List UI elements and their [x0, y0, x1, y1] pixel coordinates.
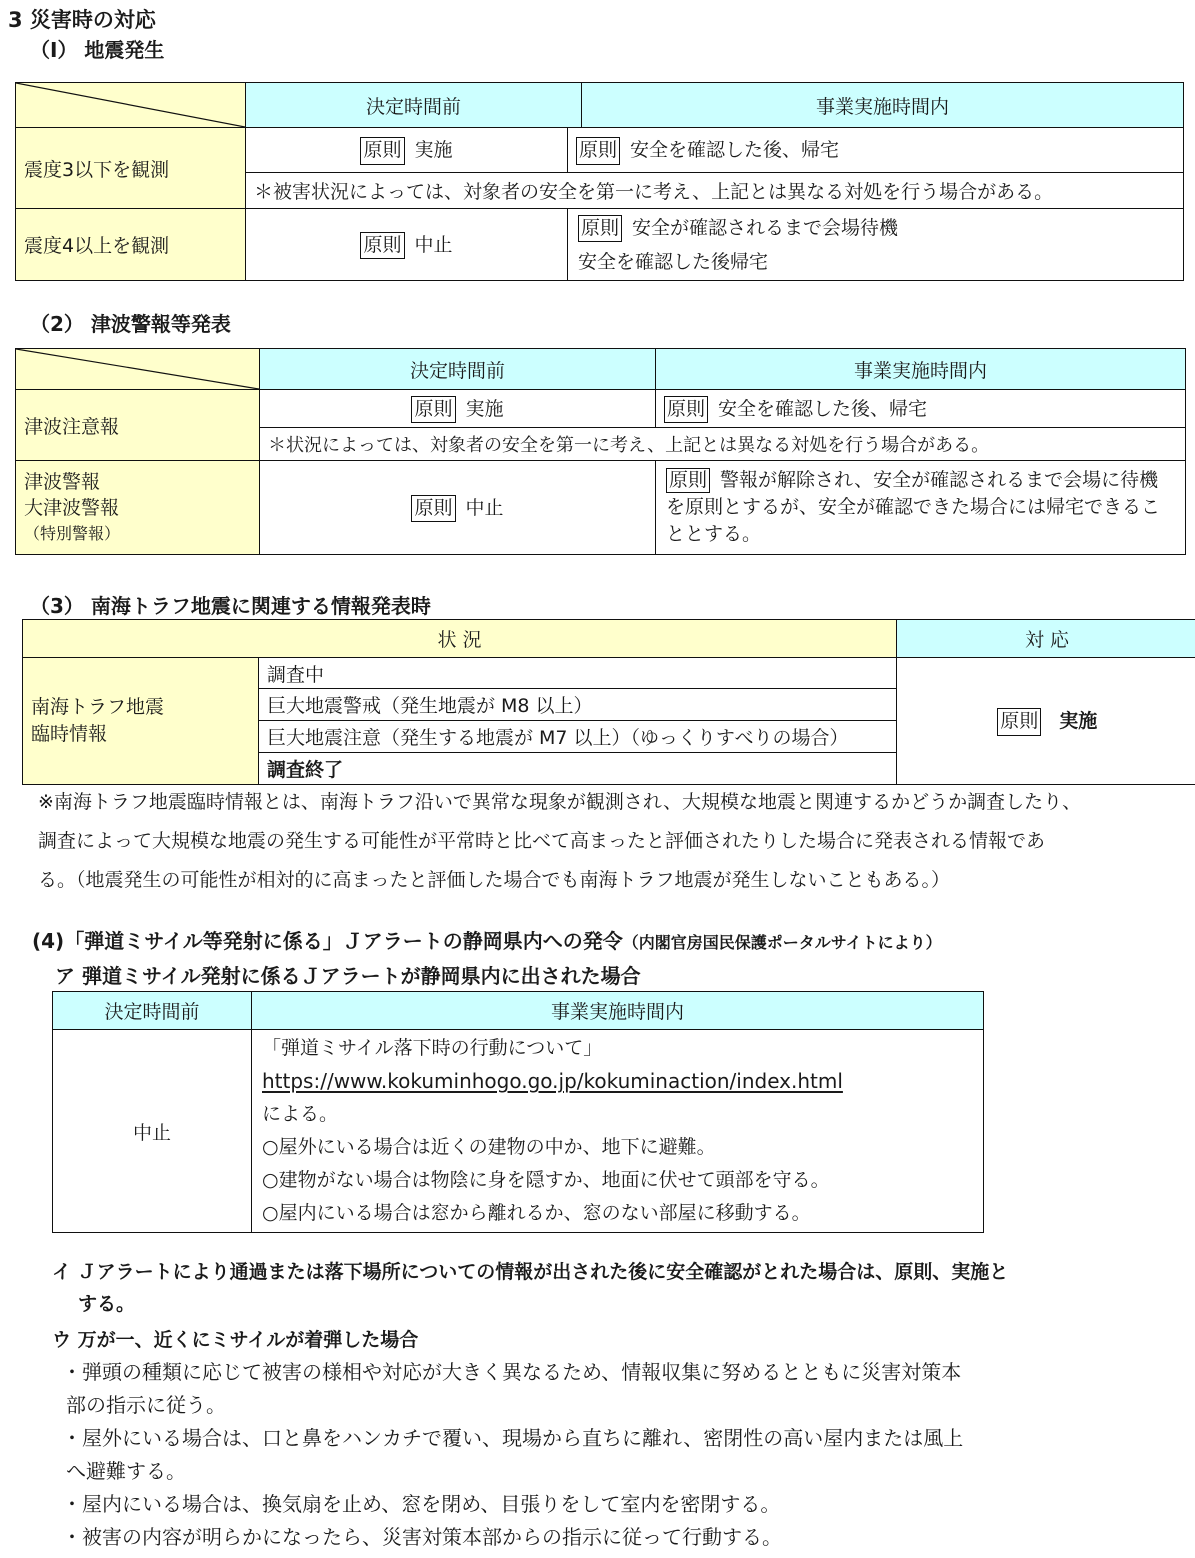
bullet-line: ・被害の内容が明らかになったら、災害対策本部からの指示に従って行動する。	[62, 1525, 782, 1549]
during-value: 安全を確認した後、帰宅	[630, 139, 840, 162]
during-value: 安全を確認した後、帰宅	[718, 397, 928, 420]
column-header-situation: 状 況	[23, 620, 897, 658]
during-cell	[568, 128, 1184, 173]
principle-tag: 原則	[578, 215, 622, 243]
note-line: 調査によって大規模な地震の発生する可能性が平常時と比べて高まったと評価されたりした場合に発表される情報であ	[38, 830, 1046, 852]
row-label: 震度3以下を観測	[16, 128, 246, 209]
row-label: 震度4以上を観測	[16, 209, 246, 281]
column-header-during: 事業実施時間内	[656, 349, 1186, 390]
during-value: 警報が解除され、安全が確認されるまで会場に待機を原則とするが、安全が確認できた場合には帰宅できることとする。	[666, 469, 1161, 545]
principle-tag: 原則	[411, 495, 455, 523]
nankai-heading: （3） 南海トラフ地震に関連する情報発表時	[30, 594, 431, 618]
row-label: 津波注意報	[16, 390, 260, 461]
bullet-line: 部の指示に従う。	[66, 1393, 226, 1417]
principle-tag: 原則	[664, 396, 708, 424]
during-value: 安全が確認されるまで会場待機	[632, 216, 899, 239]
action-item: ○建物がない場合は物陰に身を隠すか、地面に伏せて頭部を守る。	[262, 1169, 830, 1191]
before-value: 実施	[465, 397, 504, 420]
before-cell	[246, 209, 568, 281]
principle-tag: 原則	[997, 708, 1041, 736]
bullet-line: ・弾頭の種類に応じて被害の様相や対応が大きく異なるため、情報収集に努めるとともに災害対策本	[62, 1360, 962, 1384]
note-line: ※南海トラフ地震臨時情報とは、南海トラフ沿いで異常な現象が観測され、大規模な地震と関連するかどうか調査したり、	[38, 791, 1082, 813]
action-item: ○屋内にいる場合は窓から離れるか、窓のない部屋に移動する。	[262, 1202, 811, 1224]
jalert-heading-text: (4)「弾道ミサイル等発射に係る」Ｊアラートの静岡県内への発令	[32, 929, 623, 953]
situation-item: 巨大地震警戒（発生地震が M8 以上）	[259, 689, 897, 721]
principle-tag: 原則	[411, 396, 455, 424]
row-label-line1: 南海トラフ地震	[31, 696, 165, 718]
bullet-line: ・屋内にいる場合は、換気扇を止め、窓を閉め、目張りをして室内を密閉する。	[62, 1492, 781, 1516]
principle-tag: 原則	[360, 232, 404, 260]
diagonal-header-cell	[16, 349, 260, 390]
column-header-before: 決定時間前	[53, 992, 252, 1030]
during-value-line2: 安全を確認した後帰宅	[578, 250, 769, 273]
situation-item: 調査中	[259, 658, 897, 689]
bullet-line: へ避難する。	[66, 1459, 186, 1483]
row-label	[16, 461, 260, 555]
principle-tag: 原則	[360, 137, 404, 165]
row-label-line2: 大津波警報	[24, 496, 120, 519]
row-label-line2: 臨時情報	[31, 723, 108, 745]
before-value: 実施	[414, 139, 453, 162]
jalert-bullets	[62, 1356, 963, 1554]
before-value: 中止	[414, 233, 453, 256]
during-cell	[656, 461, 1186, 555]
jalert-sub-u: ウ 万が一、近くにミサイルが着弾した場合	[52, 1329, 419, 1351]
note-cell: ＊状況によっては、対象者の安全を第一に考え、上記とは異なる対処を行う場合がある。	[260, 428, 1186, 461]
tsunami-table	[15, 348, 1186, 555]
earthquake-table	[15, 82, 1184, 281]
during-title: 「弾道ミサイル落下時の行動について」	[262, 1037, 603, 1059]
row-label	[23, 658, 259, 785]
jalert-sub-i	[52, 1256, 1008, 1320]
sub-i-line: イ Ｊアラートにより通過または落下場所についての情報が出された後に安全確認がとれた場合は、原則、実施と	[52, 1261, 1009, 1283]
note-cell: ＊被害状況によっては、対象者の安全を第一に考え、上記とは異なる対処を行う場合がある。	[246, 173, 1184, 209]
situation-item: 調査終了	[259, 753, 897, 785]
during-cell	[656, 390, 1186, 428]
tsunami-heading: （2） 津波警報等発表	[30, 312, 231, 336]
before-cell: 中止	[53, 1030, 252, 1233]
before-cell	[260, 461, 656, 555]
jalert-sub-a: ア 弾道ミサイル発射に係るＪアラートが静岡県内に出された場合	[55, 964, 641, 988]
kokuminhogo-link[interactable]: https://www.kokuminhogo.go.jp/kokuminaction/index.html	[262, 1069, 843, 1093]
during-cell	[568, 209, 1184, 281]
row-label-line3: （特別警報）	[24, 523, 121, 543]
earthquake-heading: （Ⅰ） 地震発生	[30, 38, 165, 62]
response-value: 実施	[1059, 710, 1098, 733]
jalert-table	[52, 991, 984, 1233]
jalert-heading	[32, 925, 942, 954]
principle-tag: 原則	[576, 137, 620, 165]
column-header-during: 事業実施時間内	[252, 992, 984, 1030]
during-cell	[252, 1030, 984, 1233]
column-header-before: 決定時間前	[260, 349, 656, 390]
before-cell	[260, 390, 656, 428]
column-header-response: 対 応	[897, 620, 1195, 658]
nankai-table	[22, 619, 1195, 785]
nankai-note	[38, 786, 1193, 897]
diagonal-header-cell	[16, 83, 246, 128]
column-header-before: 決定時間前	[246, 83, 582, 128]
before-value: 中止	[465, 496, 504, 519]
during-by: による。	[262, 1103, 339, 1125]
column-header-during: 事業実施時間内	[582, 83, 1184, 128]
action-item: ○屋外にいる場合は近くの建物の中か、地下に避難。	[262, 1136, 716, 1158]
bullet-line: ・屋外にいる場合は、口と鼻をハンカチで覆い、現場から直ちに離れ、密閉性の高い屋内または風上	[62, 1426, 964, 1450]
jalert-heading-source: （内閣官房国民保護ポータルサイトにより）	[622, 933, 942, 952]
sub-i-line: する。	[78, 1293, 136, 1315]
note-line: る。（地震発生の可能性が相対的に高まったと評価した場合でも南海トラフ地震が発生しないこともある。）	[38, 869, 951, 891]
principle-tag: 原則	[666, 468, 710, 493]
response-cell	[897, 658, 1195, 785]
section-title: 3 災害時の対応	[8, 8, 156, 32]
before-cell	[246, 128, 568, 173]
situation-item: 巨大地震注意（発生する地震が M7 以上）（ゆっくりすべりの場合）	[259, 721, 897, 753]
row-label-line1: 津波警報	[24, 470, 101, 493]
